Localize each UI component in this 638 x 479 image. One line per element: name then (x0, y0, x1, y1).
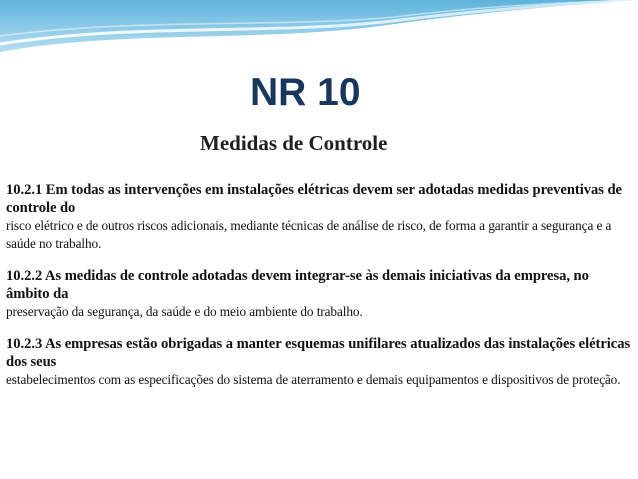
paragraph-body: risco elétrico e de outros riscos adicionais, mediante técnicas de análise de risco, de forma a garantir a segurança e a saúde no trabalho. (6, 218, 612, 251)
slide-content (6, 181, 634, 403)
paragraph-body: preservação da segurança, da saúde e do meio ambiente do trabalho. (6, 304, 363, 319)
paragraph-heading: 10.2.3 As empresas estão obrigadas a manter esquemas unifilares atualizados das instalações elétricas dos seus (6, 336, 631, 370)
paragraph-10-2-1 (6, 181, 634, 253)
paragraph-heading: 10.2.2 As medidas de controle adotadas devem integrar-se às demais iniciativas da empresa, no âmbito da (6, 268, 589, 302)
paragraph-10-2-2 (6, 267, 634, 321)
paragraph-heading: 10.2.1 Em todas as intervenções em instalações elétricas devem ser adotadas medidas preventivas de controle do (6, 182, 622, 216)
paragraph-body: estabelecimentos com as especificações do sistema de aterramento e demais equipamentos e dispositivos de proteção. (6, 372, 621, 387)
paragraph-10-2-3 (6, 335, 634, 389)
slide-subtitle: Medidas de Controle (200, 131, 388, 155)
slide-title: NR 10 (250, 71, 361, 114)
header-wave-band (0, 0, 638, 80)
